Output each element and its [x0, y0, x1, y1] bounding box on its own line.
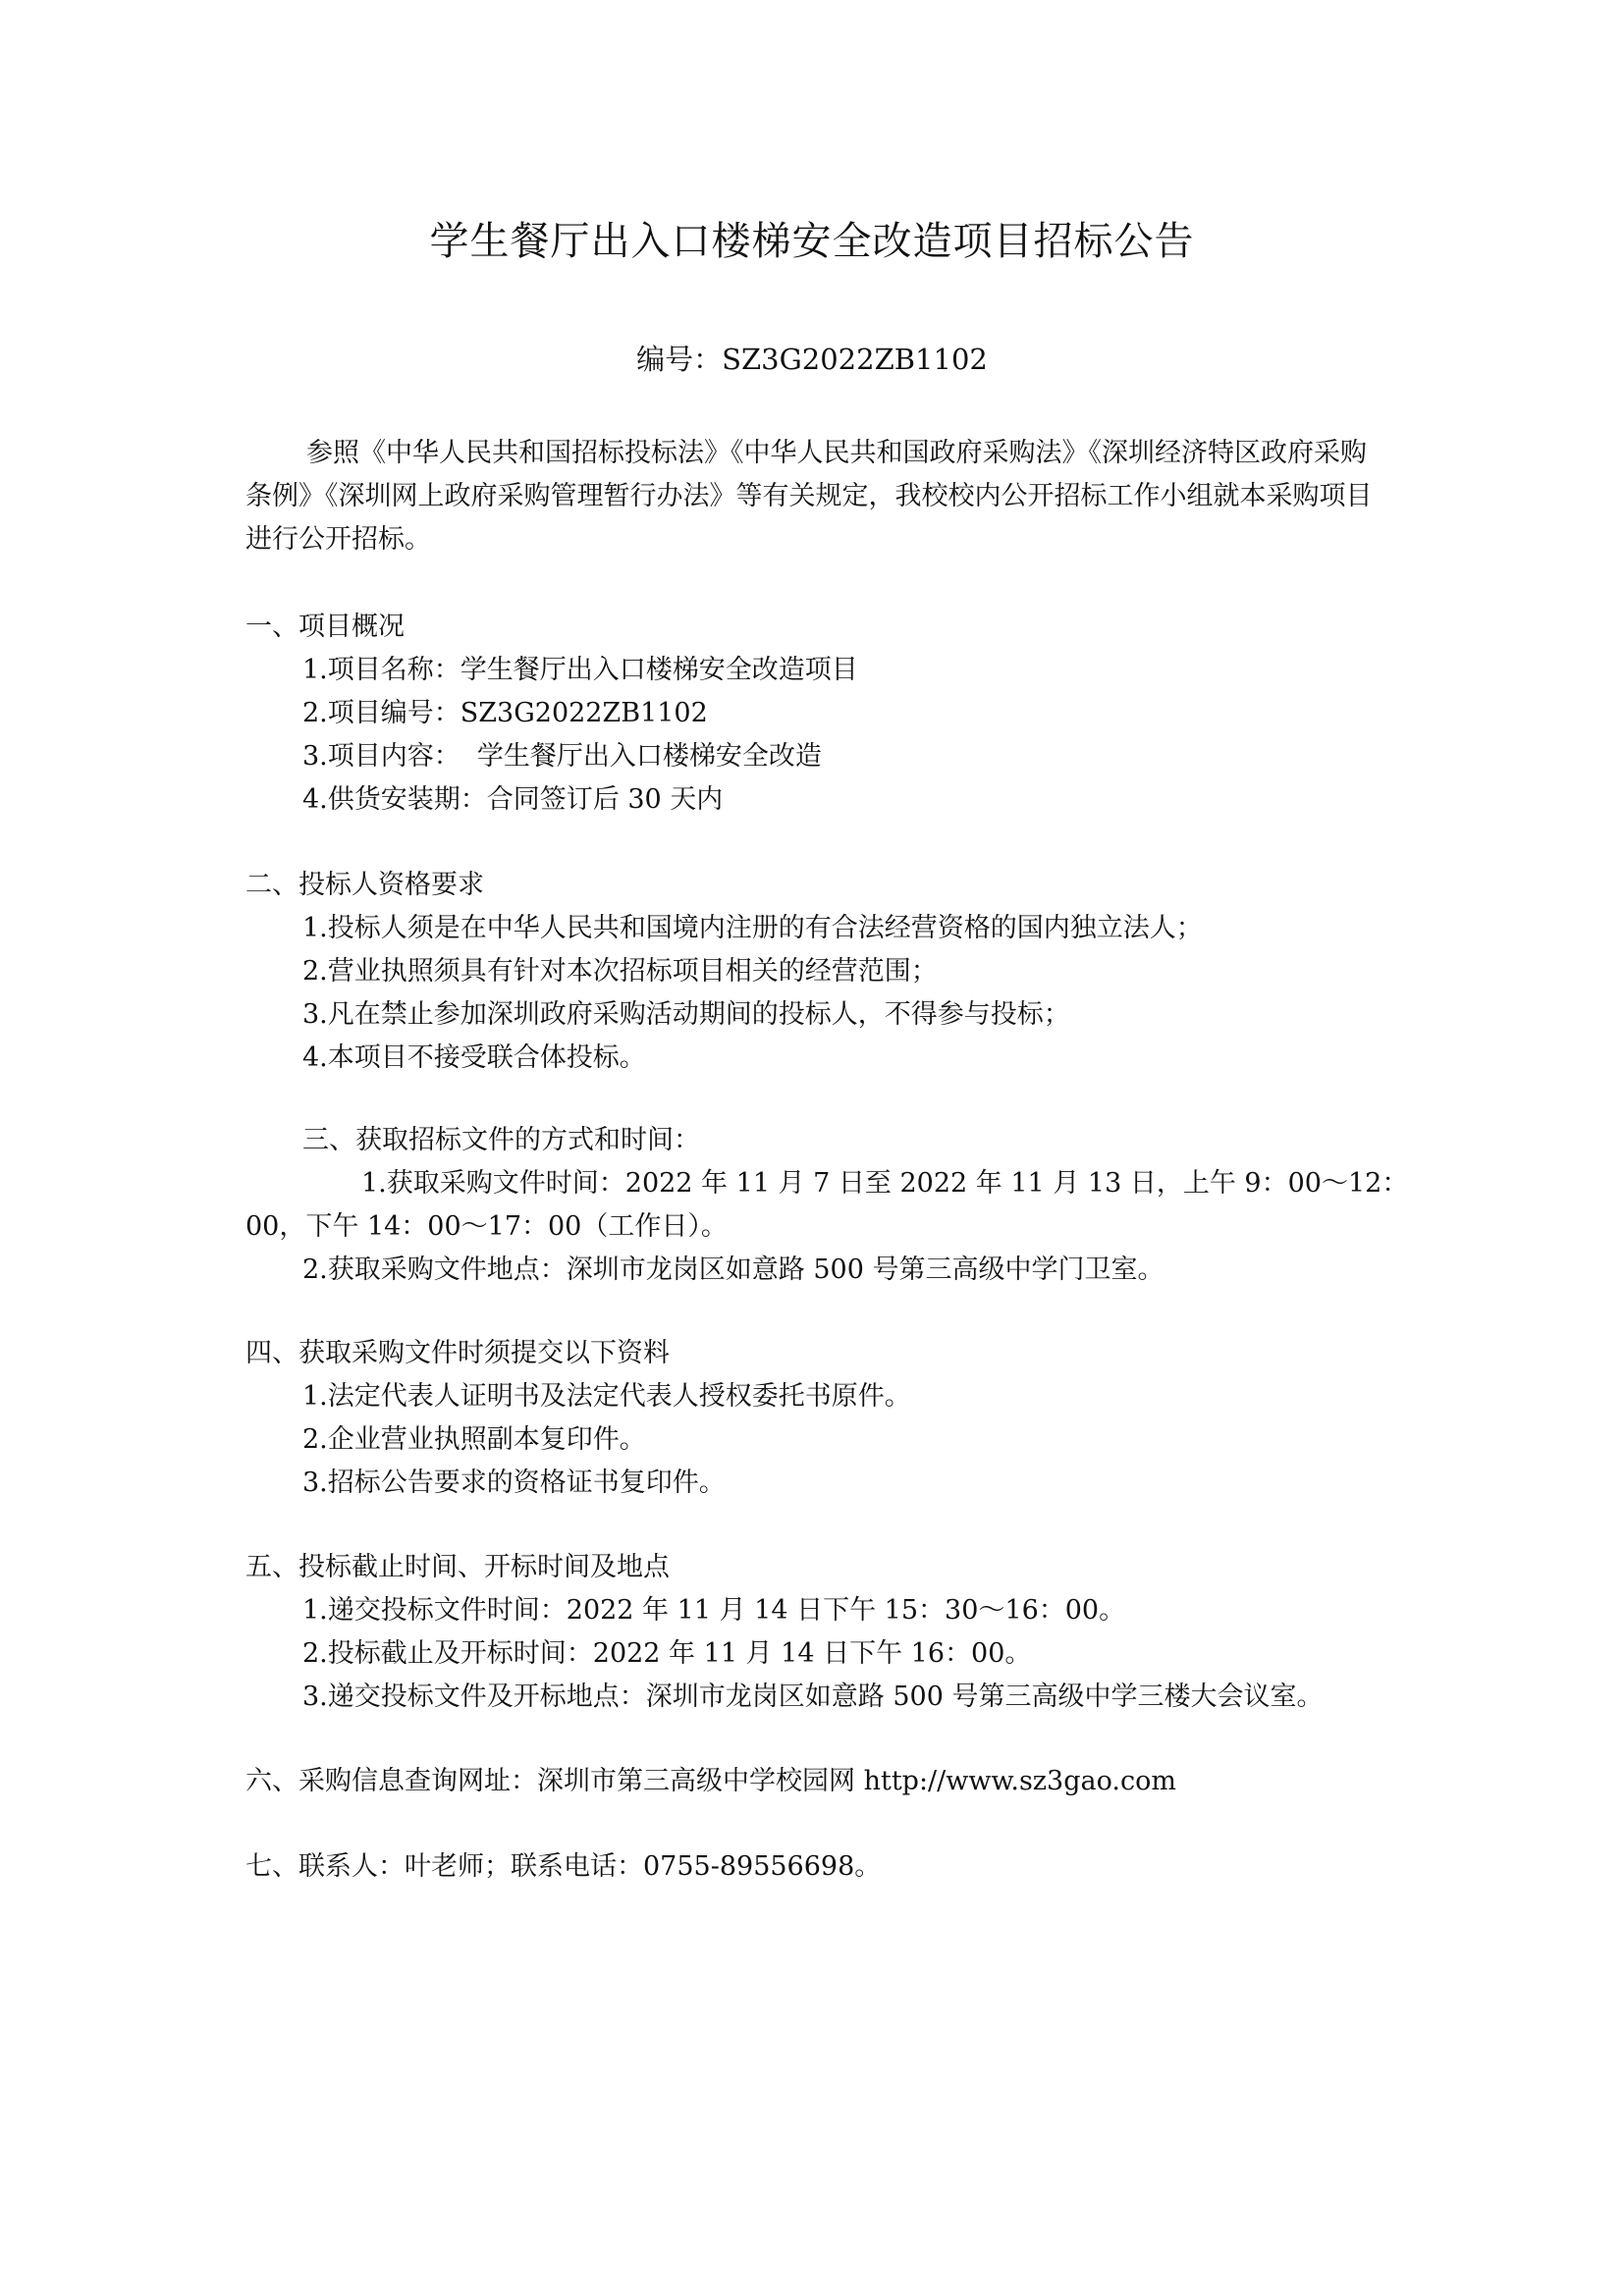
list-item: 3.递交投标文件及开标地点：深圳市龙岗区如意路 500 号第三高级中学三楼大会议室。	[302, 1682, 1324, 1712]
section-heading: 三、获取招标文件的方式和时间：	[302, 1125, 700, 1155]
contact-line: 七、联系人：叶老师；联系电话：0755-89556698。	[245, 1851, 882, 1882]
list-item: 2.营业执照须具有针对本次招标项目相关的经营范围；	[302, 956, 938, 987]
section-required-materials	[245, 1332, 1384, 1505]
list-item: 1.法定代表人证明书及法定代表人授权委托书原件。	[302, 1381, 911, 1412]
list-item: 3.招标公告要求的资格证书复印件。	[302, 1468, 726, 1498]
section-contact	[245, 1845, 1384, 1889]
section-project-overview	[245, 606, 1384, 822]
section-heading: 二、投标人资格要求	[245, 870, 484, 900]
section-heading: 五、投标截止时间、开标时间及地点	[245, 1552, 670, 1582]
list-item: 3.凡在禁止参加深圳政府采购活动期间的投标人，不得参与投标；	[302, 999, 1070, 1030]
list-item-continuation: 00，下午 14：00～17：00（工作日）。	[245, 1211, 728, 1242]
list-item: 2.项目编号：SZ3G2022ZB1102	[302, 698, 708, 728]
list-item: 3.项目内容： 学生餐厅出入口楼梯安全改造	[302, 741, 822, 772]
list-item: 1.项目名称：学生餐厅出入口楼梯安全改造项目	[302, 655, 858, 685]
list-item: 1.获取采购文件时间：2022 年 11 月 7 日至 2022 年 11 月 13 日，上午 9：00～12：	[361, 1168, 1409, 1199]
list-item: 4.供货安装期：合同签订后 30 天内	[302, 784, 724, 815]
info-website-line: 六、采购信息查询网址：深圳市第三高级中学校园网 http://www.sz3gao.com	[245, 1766, 1176, 1796]
list-item: 2.投标截止及开标时间：2022 年 11 月 14 日下午 16：00。	[302, 1638, 1032, 1669]
list-item: 2.企业营业执照副本复印件。	[302, 1424, 646, 1455]
section-heading: 一、项目概况	[245, 612, 405, 642]
section-bidder-qualifications	[245, 864, 1384, 1080]
list-item: 1.递交投标文件时间：2022 年 11 月 14 日下午 15：30～16：00。	[302, 1595, 1126, 1626]
document-title: 学生餐厅出入口楼梯安全改造项目招标公告	[429, 219, 1195, 264]
intro-paragraph: 参照《中华人民共和国招标投标法》《中华人民共和国政府采购法》《深圳经济特区政府采购条例》《深圳网上政府采购管理暂行办法》等有关规定，我校校内公开招标工作小组就本采购项目进行公开招标。	[245, 438, 1373, 555]
document-number: 编号：SZ3G2022ZB1102	[636, 343, 988, 376]
section-heading: 四、获取采购文件时须提交以下资料	[245, 1338, 670, 1368]
section-obtain-documents	[245, 1119, 1409, 1292]
list-item: 1.投标人须是在中华人民共和国境内注册的有合法经营资格的国内独立法人；	[302, 913, 1203, 943]
section-deadline-and-opening	[245, 1546, 1384, 1719]
section-info-website	[245, 1760, 1384, 1803]
list-item: 2.获取采购文件地点：深圳市龙岗区如意路 500 号第三高级中学门卫室。	[302, 1255, 1164, 1285]
list-item: 4.本项目不接受联合体投标。	[302, 1042, 646, 1073]
